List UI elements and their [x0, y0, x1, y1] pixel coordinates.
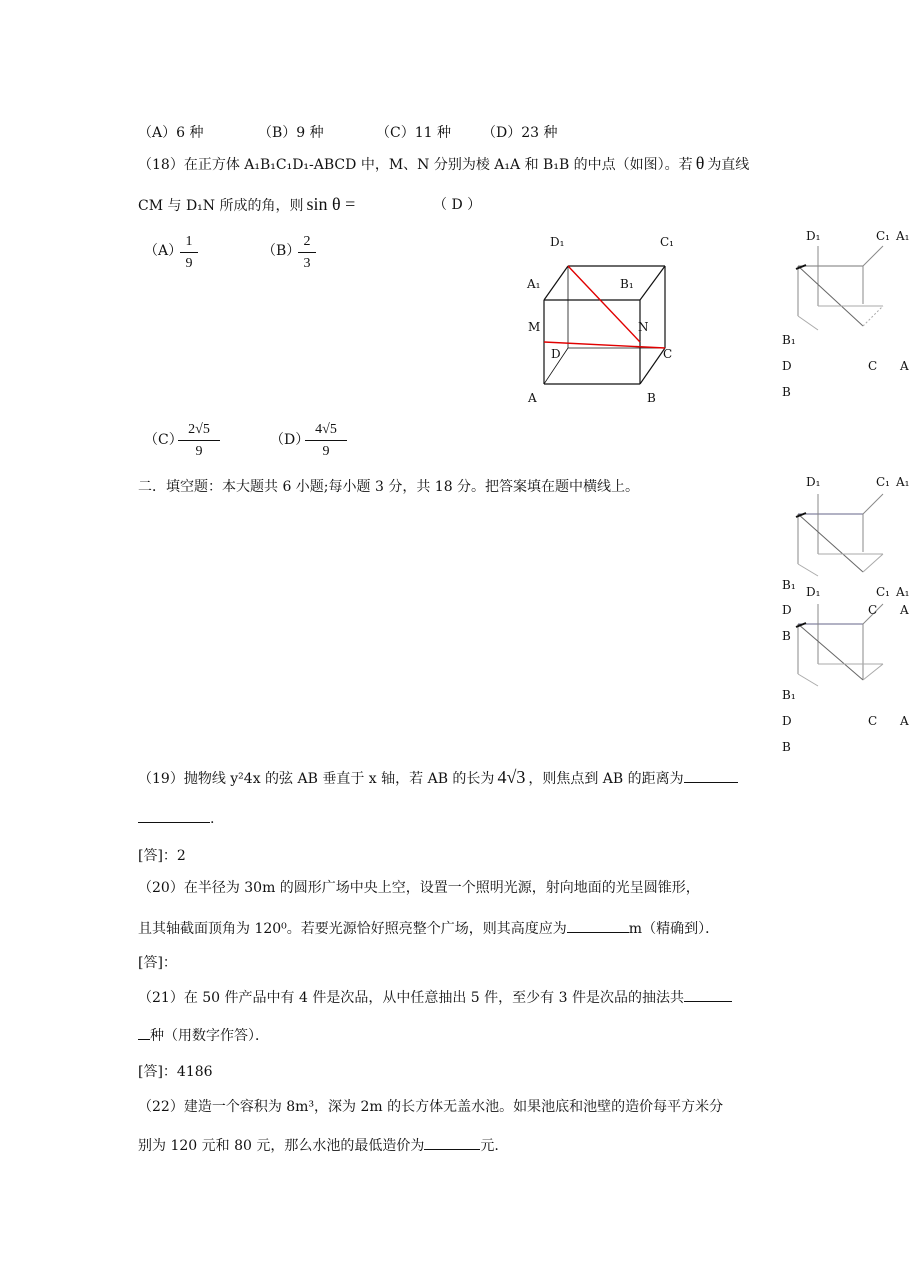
side2-label-a1: A₁: [896, 475, 909, 489]
q18-option-d-label: （D）: [270, 432, 310, 448]
q18-text-tail: 为直线: [707, 157, 750, 173]
fraction-numerator: 2√5: [178, 420, 220, 441]
label-a: A: [528, 391, 537, 405]
fraction-numerator: 2: [298, 232, 316, 253]
q22-text-a: 别为 120 元和 80 元，那么水池的最低造价为: [138, 1138, 425, 1154]
q20-line1: （20）在半径为 30m 的圆形广场中央上空，设置一个照明光源，射向地面的光呈圆锥形，: [138, 880, 700, 896]
side3-label-b1: B₁: [782, 688, 796, 702]
q18-option-c-fraction: [178, 420, 220, 463]
side3-label-d1: D₁: [806, 585, 821, 599]
answer-blank: [684, 987, 732, 1002]
side2-label-b: B: [782, 629, 791, 643]
line-cm: [544, 342, 665, 348]
q21-line1: [138, 987, 732, 1007]
side2-label-c1: C₁: [876, 475, 890, 489]
side3-label-c1: C₁: [876, 585, 890, 599]
q19-text-a: （19）抛物线 y²4x 的弦 AB 垂直于 x 轴，若 AB 的长为: [138, 771, 495, 787]
side2-label-b1: B₁: [782, 578, 796, 592]
fraction-numerator: 1: [180, 232, 198, 253]
side1-label-d1: D₁: [806, 229, 821, 243]
q21-line2: [138, 1025, 269, 1045]
label-d: D: [551, 347, 561, 361]
option-b: （B）9 种: [258, 125, 324, 141]
side3-label-a: A: [900, 714, 909, 728]
fraction-denominator: 9: [322, 444, 330, 459]
q18-text: （18）在正方体 A₁B₁C₁D₁-ABCD 中，M、N 分别为棱 A₁A 和 B₁B 的中点（如图）。若: [138, 157, 693, 173]
q20-text-a: 且其轴截面顶角为 120⁰。若要光源恰好照亮整个广场，则其高度应为: [138, 921, 567, 937]
q21-answer: [答]：4186: [138, 1064, 213, 1080]
fraction-numerator: 4√5: [305, 420, 347, 441]
q20-answer: [答]：: [138, 955, 177, 971]
side1-label-b: B: [782, 385, 791, 399]
label-b: B: [647, 391, 656, 405]
q18-line1: [138, 153, 749, 174]
label-n: N: [638, 320, 649, 334]
theta-symbol: θ: [695, 153, 705, 173]
q18-option-b-label: （B）: [262, 243, 301, 259]
cube-figure: [520, 228, 700, 408]
side1-label-b1: B₁: [782, 333, 796, 347]
side1-label-c: C: [868, 359, 878, 373]
q18-option-a-fraction: [180, 232, 198, 275]
q21-text2: 种（用数字作答）．: [150, 1028, 269, 1044]
side1-label-a1: A₁: [896, 229, 909, 243]
fraction-denominator: 3: [303, 256, 311, 271]
q20-line2: [138, 918, 719, 938]
q18-line2: [138, 194, 355, 215]
label-c1: C₁: [660, 235, 674, 249]
answer-blank: [424, 1135, 480, 1150]
label-a1: A₁: [527, 277, 541, 291]
side3-label-c: C: [868, 714, 878, 728]
side1-label-d: D: [782, 359, 792, 373]
q18-answer: （ D ）: [433, 197, 482, 213]
q19-answer: [答]：2: [138, 848, 186, 864]
q22-line1: （22）建造一个容积为 8m³，深为 2m 的长方体无盖水池。如果池底和池壁的造价每平方米分: [138, 1099, 724, 1115]
side2-label-d: D: [782, 603, 792, 617]
answer-blank: [684, 768, 738, 783]
q19-line1: [138, 767, 738, 788]
q18-option-b-fraction: [298, 232, 316, 275]
option-d: （D）23 种: [482, 125, 558, 141]
side2-label-a: A: [900, 603, 909, 617]
q18-option-d-fraction: [305, 420, 347, 463]
answer-blank-cont: [138, 808, 210, 823]
answer-blank: [567, 918, 629, 933]
label-c: C: [663, 347, 673, 361]
q20-text-b: m（精确到）．: [628, 921, 720, 937]
q19-text-b: ，则焦点到 AB 的距离为: [528, 771, 684, 787]
label-m: M: [528, 320, 541, 334]
q19-end: .: [210, 811, 215, 827]
side-figure-2: [778, 472, 909, 592]
side1-label-c1: C₁: [876, 229, 890, 243]
q22-line2: [138, 1135, 499, 1155]
option-a: （A）6 种: [138, 125, 204, 141]
q19-math: 4√3: [497, 767, 526, 787]
side-figure-1: [778, 226, 909, 406]
side-figure-3: [778, 582, 909, 762]
label-b1: B₁: [620, 277, 634, 291]
side2-label-d1: D₁: [806, 475, 821, 489]
q18-option-c-label: （C）: [144, 432, 183, 448]
answer-blank-cont: [138, 1025, 150, 1040]
fraction-denominator: 9: [185, 256, 193, 271]
side2-label-c: C: [868, 603, 878, 617]
q19-line2: [138, 808, 214, 827]
fraction-denominator: 9: [195, 444, 203, 459]
section-heading: 二．填空题：本大题共 6 小题;每小题 3 分，共 18 分。把答案填在题中横线上。: [138, 479, 640, 495]
q18-option-a-label: （A）: [144, 243, 183, 259]
q18-text2: CM 与 D₁N 所成的角，则: [138, 198, 304, 214]
option-c: （C）11 种: [376, 125, 451, 141]
side1-label-a: A: [900, 359, 909, 373]
side3-label-d: D: [782, 714, 792, 728]
side3-label-b: B: [782, 740, 791, 754]
label-d1: D₁: [550, 235, 565, 249]
q22-text-b: 元.: [480, 1138, 499, 1154]
q21-text: （21）在 50 件产品中有 4 件是次品，从中任意抽出 5 件，至少有 3 件是次品的抽法共: [138, 990, 684, 1006]
side3-label-a1: A₁: [896, 585, 909, 599]
sin-expression: sin θ =: [306, 194, 356, 214]
